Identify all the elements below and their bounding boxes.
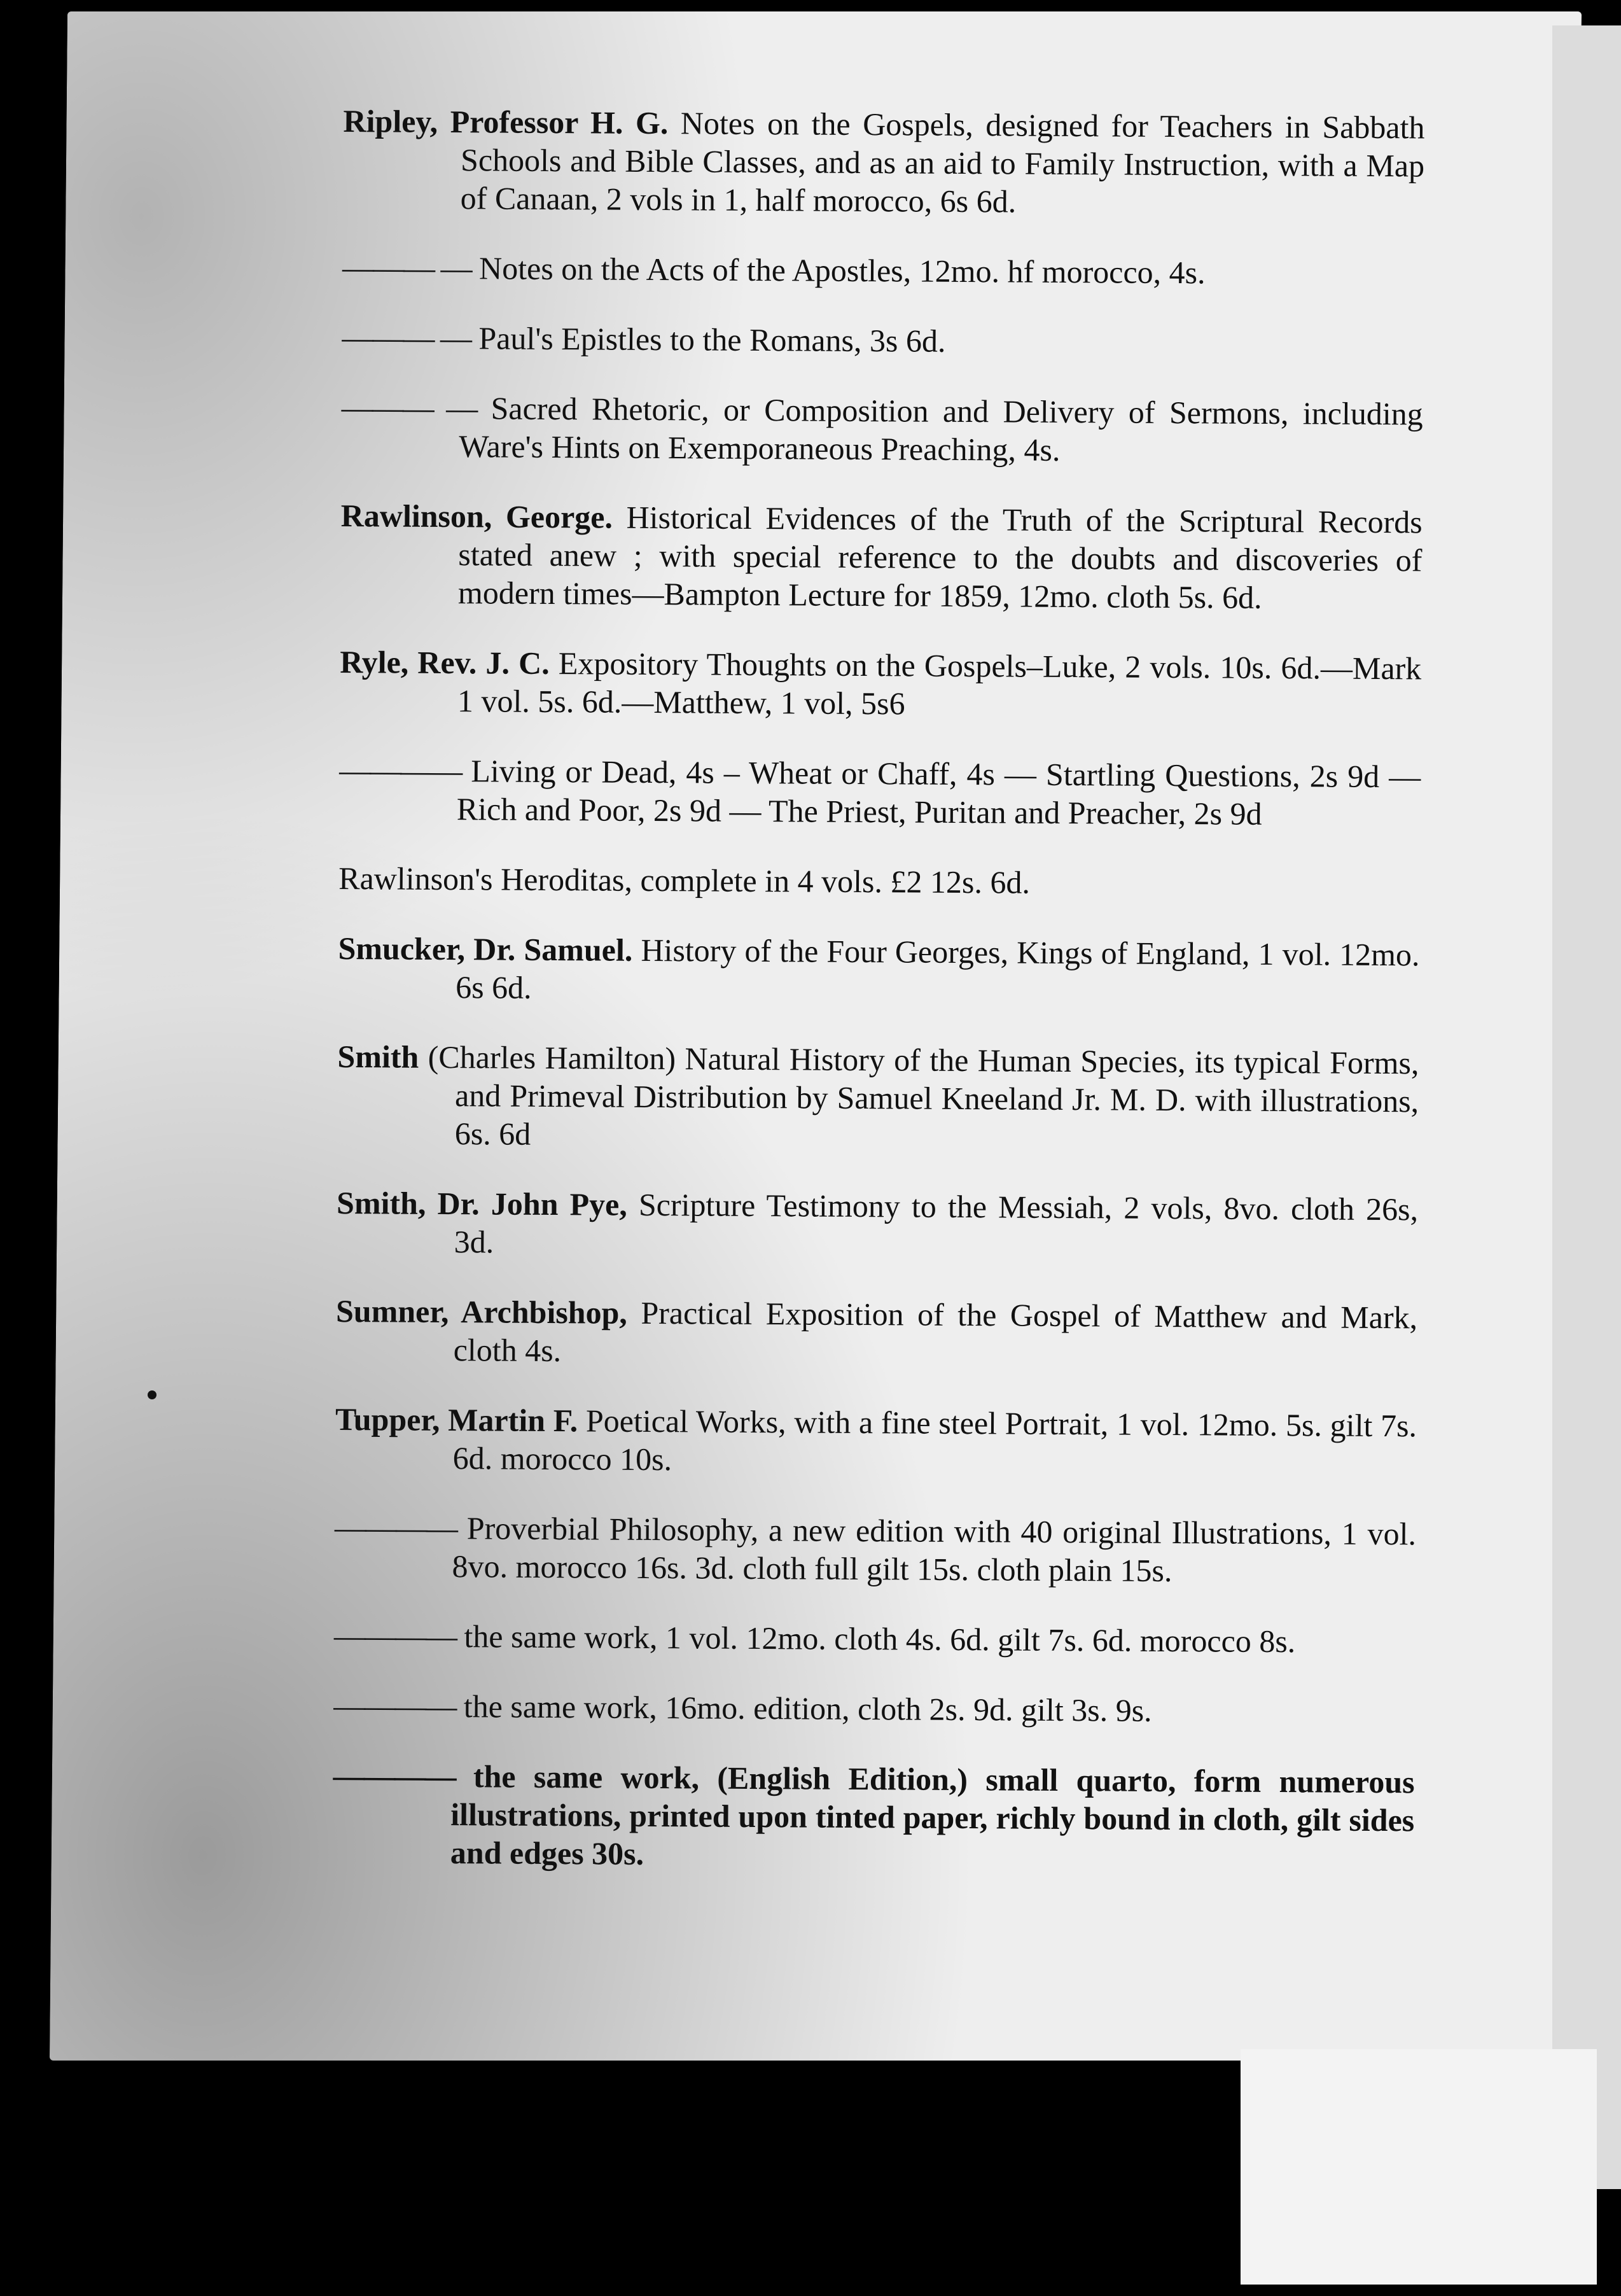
entry-author: ——— — [341,389,477,426]
entry-text: History of the Four Georges, Kings of England, 1 vol. 12mo. 6s 6d. [456,932,1420,1005]
entry-author: Sumner, Archbishop, [335,1292,628,1331]
entry-text: Poetical Works, with a fine steel Portrait, 1 vol. 12mo. 5s. gilt 7s. 6d. morocco 10s. [452,1403,1417,1478]
entry-text: Notes on the Acts of the Apostles, 12mo. hf morocco, 4s. [478,250,1206,291]
entry-text: Expository Thoughts on the Gospels–Luke, 2 vols. 10s. 6d.—Mark 1 vol. 5s. 6d.—Matthew, 1 vol, 5s6 [457,645,1422,722]
entry-rawlinson-heroditas [338,859,1420,904]
catalogue-text [333,70,1425,1889]
entry-author: ———— [334,1509,457,1546]
entry-author: Rawlinson's Heroditas, [338,860,633,898]
entry-author: Tupper, Martin F. [335,1401,578,1439]
entry-text: Living or Dead, 4s – Wheat or Chaff, 4s — Startling Questions, 2s 9d — Rich and Poor, 2s 9d — The Priest, Puritan and Preacher, 2s 9d [456,753,1421,832]
entry-author: Smucker, Dr. Samuel. [338,930,633,968]
entry-author: Smith, Dr. John Pye, [336,1184,628,1222]
entry-text: Sacred Rhetoric, or Composition and Delivery of Sermons, including Ware's Hints on Exemporaneous Preaching, 4s. [459,390,1423,468]
entry-author: Smith [337,1038,419,1075]
entry-tupper-proverbial [334,1508,1416,1591]
entry-author: ———— [333,1687,456,1725]
entry-text: complete in 4 vols. £2 12s. 6d. [640,862,1031,900]
entry-text: Notes on the Gospels, designed for Teachers in Sabbath Schools and Bible Classes, and as an aid to Family Instruction, with a Map of Canaan, 2 vols in 1, half morocco, 6s 6d. [460,105,1425,220]
entry-tupper-english [333,1756,1415,1877]
entry-author: Rawlinson, George. [340,497,613,535]
entry-tupper-12mo [334,1616,1416,1661]
entry-smucker [338,929,1420,1012]
entry-text: Historical Evidences of the Truth of the Scriptural Records stated anew ; with special reference to the doubts and discoveries of modern times—Bampton Lecture for 1859, 12mo. cloth 5s. 6d. [457,499,1423,615]
entry-ryle-tracts [339,751,1421,834]
entry-ripley [343,102,1425,223]
entry-rawlinson [340,496,1423,617]
entry-ripley-rhetoric [341,388,1423,471]
entry-text: the same work, 1 vol. 12mo. cloth 4s. 6d. gilt 7s. 6d. morocco 8s. [464,1618,1296,1660]
entry-author: ———— [333,1617,457,1655]
entry-smith-hamilton [337,1037,1419,1158]
entry-text: the same work, 16mo. edition, cloth 2s. 9d. gilt 3s. 9s. [463,1688,1152,1728]
entry-text: Paul's Epistles to the Romans, 3s 6d. [478,320,946,359]
entry-text: Practical Exposition of the Gospel of Matthew and Mark, cloth 4s. [453,1294,1418,1369]
entry-ryle [340,643,1422,725]
entry-author: ——— — [342,319,471,356]
entry-author: Ryle, Rev. J. C. [340,643,550,681]
entry-sumner [336,1292,1418,1375]
entry-author: Ripley, Professor H. G. [343,102,669,141]
entry-author: ———— [339,752,462,789]
paper-tab [1241,2049,1597,2285]
entry-text: (Charles Hamilton) Natural History of the Human Species, its typical Forms, and Primeval Distribution by Samuel Kneeland Jr. M. D. with illustrations, 6s. 6d [428,1039,1419,1152]
adjacent-page-edge [1552,25,1621,2189]
entry-author: ———— [333,1757,456,1795]
entry-tupper-16mo [333,1686,1415,1731]
entry-ripley-romans [342,318,1423,363]
entry-text: Scripture Testimony to the Messiah, 2 vols, 8vo. cloth 26s, 3d. [454,1186,1419,1260]
entry-tupper [335,1400,1417,1483]
entry-text: the same work, (English Edition,) small quarto, form numerous illustrations, printed upon tinted paper, richly bound in cloth, gilt sides and edges 30s. [450,1758,1415,1872]
entry-smith-pye [337,1184,1419,1266]
entry-ripley-acts [342,248,1424,293]
ink-spot [148,1390,157,1399]
entry-text: Proverbial Philosophy, a new edition with 40 original Illustrations, 1 vol. 8vo. morocco 16s. 3d. cloth full gilt 15s. cloth plain 15s. [452,1510,1417,1588]
entry-author: ——— — [342,249,471,286]
